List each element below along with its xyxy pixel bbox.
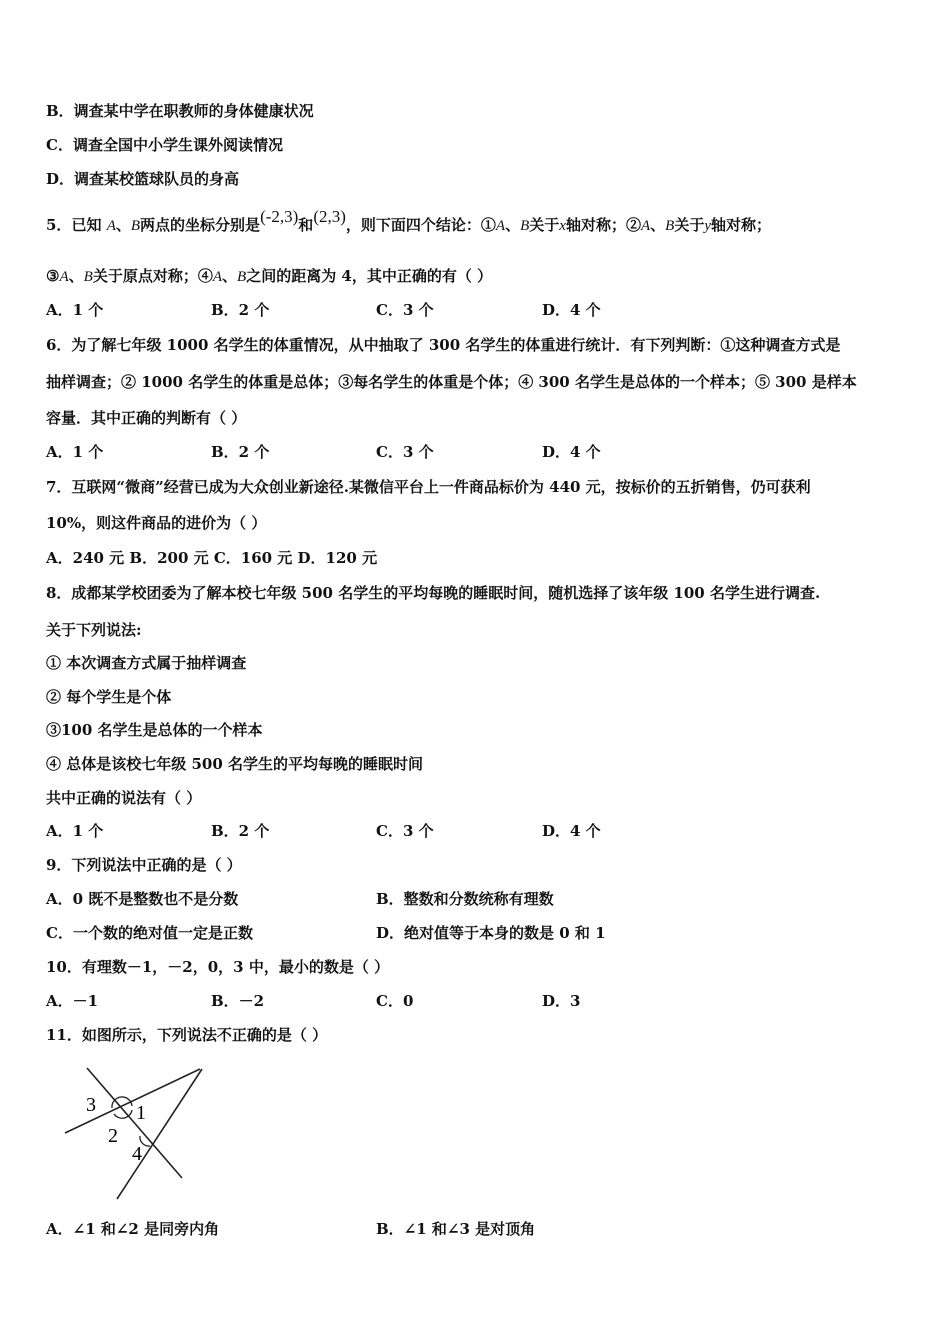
q10-option-c: C．0 (376, 992, 414, 1010)
q6-option-b: B．2 个 (211, 443, 270, 461)
q10-option-b: B．－2 (211, 992, 265, 1010)
q8-statement-4: ④ 总体是该校七年级 500 名学生的平均每晚的睡眠时间 (46, 755, 423, 773)
q10-stem: 10．有理数－1，－2，0，3 中，最小的数是（ ） (46, 958, 390, 976)
q9-stem: 9．下列说法中正确的是（ ） (46, 856, 242, 874)
q4-option-c: C．调查全国中小学生课外阅读情况 (46, 136, 283, 154)
q8-option-b: B．2 个 (211, 822, 270, 840)
q9-option-d: D．绝对值等于本身的数是 0 和 1 (376, 924, 606, 942)
q11-option-a: A．∠1 和∠2 是同旁内角 (46, 1220, 220, 1238)
figure-label-3: 3 (86, 1094, 96, 1116)
q6-option-a: A．1 个 (46, 443, 104, 461)
q5-option-b: B．2 个 (211, 301, 270, 319)
q7-options: A．240 元 B．200 元 C．160 元 D．120 元 (46, 549, 378, 567)
q8-option-a: A．1 个 (46, 822, 104, 840)
q6-option-d: D．4 个 (542, 443, 601, 461)
q11-option-b: B．∠1 和∠3 是对顶角 (376, 1220, 536, 1238)
q5-stem-line1: 5．已知 A、B两点的坐标分别是(‑2,3)和(2,3)，则下面四个结论：①A、B关于x轴对称；②A、B关于y轴对称； (46, 207, 772, 234)
q9-option-a: A．0 既不是整数也不是分数 (46, 890, 239, 908)
q8-stem-line2: 关于下列说法: (46, 621, 142, 639)
q10-option-a: A．－1 (46, 992, 99, 1010)
q9-option-b: B．整数和分数统称有理数 (376, 890, 554, 908)
q8-option-c: C．3 个 (376, 822, 434, 840)
q7-stem-line2: 10%，则这件商品的进价为（ ） (46, 514, 267, 532)
point-b-coordinates: (2,3) (313, 207, 346, 226)
q5-stem-line2: ③A、B关于原点对称；④A、B之间的距离为 4，其中正确的有（ ） (46, 267, 493, 285)
q8-statement-3: ③100 名学生是总体的一个样本 (46, 721, 263, 739)
q11-stem: 11．如图所示，下列说法不正确的是（ ） (46, 1026, 328, 1044)
figure-label-2: 2 (108, 1125, 118, 1147)
q6-stem-line3: 容量．其中正确的判断有（ ） (46, 409, 247, 427)
q4-option-d: D．调查某校篮球队员的身高 (46, 170, 240, 188)
q8-stem-line1: 8．成都某学校团委为了解本校七年级 500 名学生的平均每晚的睡眠时间，随机选择了该年级 100 名学生进行调查. (46, 584, 821, 602)
q7-stem-line1: 7．互联网“微商”经营已成为大众创业新途径.某微信平台上一件商品标价为 440 元，按标价的五折销售，仍可获利 (46, 478, 811, 496)
q8-statement-1: ① 本次调查方式属于抽样调查 (46, 654, 247, 672)
q4-option-b: B．调查某中学在职教师的身体健康状况 (46, 102, 314, 120)
q8-statement-2: ② 每个学生是个体 (46, 688, 172, 706)
q8-stem-line3: 共中正确的说法有（ ） (46, 789, 202, 807)
q5-option-c: C．3 个 (376, 301, 434, 319)
q6-stem-line1: 6．为了解七年级 1000 名学生的体重情况，从中抽取了 300 名学生的体重进行统计．有下列判断：①这种调查方式是 (46, 336, 841, 354)
q6-stem-line2: 抽样调查；② 1000 名学生的体重是总体；③每名学生的体重是个体；④ 300 名学生是总体的一个样本；⑤ 300 是样本 (46, 373, 857, 391)
q8-option-d: D．4 个 (542, 822, 601, 840)
point-a-coordinates: (‑2,3) (260, 207, 299, 226)
q9-option-c: C．一个数的绝对值一定是正数 (46, 924, 253, 942)
q10-option-d: D．3 (542, 992, 581, 1010)
q5-option-d: D．4 个 (542, 301, 601, 319)
q5-option-a: A．1 个 (46, 301, 104, 319)
q6-option-c: C．3 个 (376, 443, 434, 461)
figure-label-4: 4 (132, 1143, 142, 1165)
figure-label-1: 1 (136, 1102, 146, 1124)
q11-angle-figure (60, 1064, 220, 1204)
